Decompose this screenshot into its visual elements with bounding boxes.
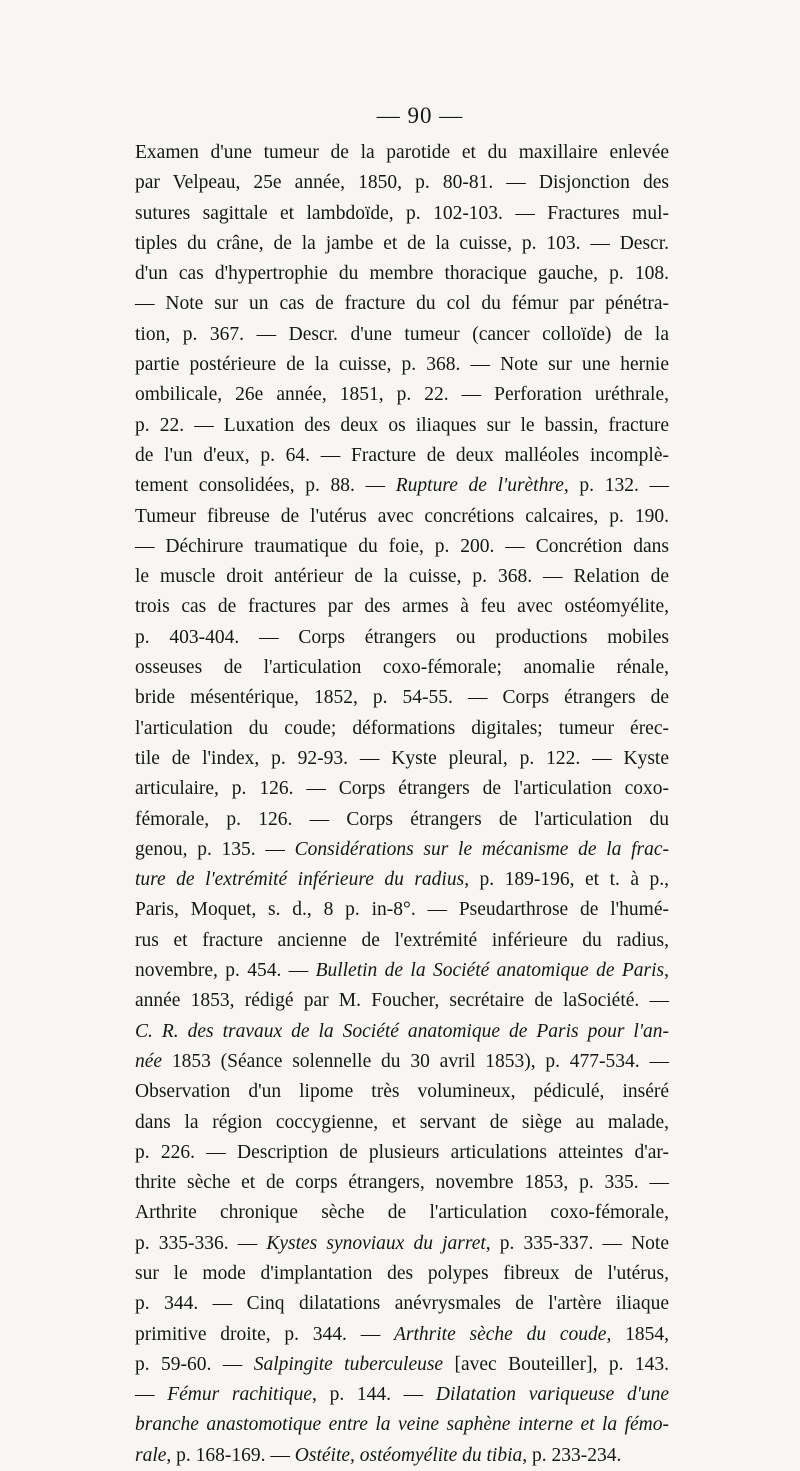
text-line [135, 1259, 669, 1289]
italic-title-text: Arthrite sèche du coude [394, 1323, 607, 1345]
text-segment: ombilicale, 26e année, 1851, p. 22. — Perforation uréthrale, [135, 384, 669, 406]
text-line [135, 320, 669, 350]
text-line [135, 653, 669, 683]
text-segment: dans la région coccygienne, et servant de siège au malade, [135, 1111, 669, 1133]
text-line [135, 623, 669, 653]
text-line [135, 1441, 669, 1471]
text-line [135, 380, 669, 410]
text-line [135, 1168, 669, 1198]
text-line [135, 895, 669, 925]
text-line [135, 562, 669, 592]
text-segment: tement consolidées, p. 88. — [135, 475, 396, 497]
text-line [135, 1410, 669, 1440]
text-segment: [avec Bouteiller], p. 143. [443, 1353, 669, 1375]
text-segment: osseuses de l'articulation coxo-fémorale; anomalie rénale, [135, 657, 669, 679]
text-line [135, 774, 669, 804]
body-text [135, 138, 669, 1471]
text-line [135, 199, 669, 229]
text-segment: , p. 189-196, et t. à p., [464, 869, 669, 891]
text-line [135, 835, 669, 865]
text-segment: primitive droite, p. 344. — [135, 1323, 394, 1345]
text-segment: genou, p. 135. — [135, 838, 295, 860]
text-segment: p. 344. — Cinq dilatations anévrysmales de l'artère iliaque [135, 1293, 669, 1315]
text-segment: 1853 (Séance solennelle du 30 avril 1853), p. 477-534. — [162, 1050, 669, 1072]
text-line [135, 805, 669, 835]
text-segment: Observation d'un lipome très volumineux, pédiculé, inséré [135, 1081, 669, 1103]
text-line [135, 926, 669, 956]
text-line [135, 138, 669, 168]
text-segment: Arthrite chronique sèche de l'articulation coxo-fémorale, [135, 1202, 669, 1224]
text-line [135, 1320, 669, 1350]
text-line [135, 986, 669, 1016]
text-segment: sutures sagittale et lambdoïde, p. 102-103. — Fractures mul- [135, 202, 669, 224]
text-segment: , p. 168-169. — [166, 1444, 295, 1466]
italic-title-text: ture de l'extrémité inférieure du radius [135, 869, 465, 891]
text-segment: tion, p. 367. — Descr. d'une tumeur (cancer colloïde) de la [135, 323, 669, 345]
text-segment: , p. 144. — [312, 1384, 436, 1406]
text-line [135, 1047, 669, 1077]
page-number: — 90 — [376, 103, 464, 128]
text-line [135, 229, 669, 259]
text-line [135, 683, 669, 713]
text-segment: Tumeur fibreuse de l'utérus avec concrétions calcaires, p. 190. [135, 505, 669, 527]
text-line [135, 714, 669, 744]
text-segment: p. 335-336. — [135, 1232, 267, 1254]
text-segment: , p. 233-234. [522, 1444, 622, 1466]
text-segment: d'un cas d'hypertrophie du membre thoracique gauche, p. 108. [135, 263, 669, 285]
text-line [135, 289, 669, 319]
text-segment: p. 22. — Luxation des deux os iliaques sur le bassin, fracture [135, 414, 669, 436]
text-segment: sur le mode d'implantation des polypes fibreux de l'utérus, [135, 1262, 669, 1284]
text-segment: bride mésentérique, 1852, p. 54-55. — Corps étrangers de [135, 687, 669, 709]
italic-title-text: née [135, 1050, 163, 1072]
text-segment: le muscle droit antérieur de la cuisse, p. 368. — Relation de [135, 566, 669, 588]
italic-title-text: Considérations sur le mécanisme de la frac- [294, 838, 670, 860]
text-line [135, 411, 669, 441]
text-segment: partie postérieure de la cuisse, p. 368. — Note sur une hernie [135, 354, 669, 376]
text-line [135, 1198, 669, 1228]
text-segment: articulaire, p. 126. — Corps étrangers de l'articulation coxo- [135, 778, 669, 800]
text-segment: Examen d'une tumeur de la parotide et du maxillaire enlevée [135, 142, 669, 163]
italic-title-text: Kystes synoviaux du jarret [266, 1232, 486, 1254]
text-line [135, 350, 669, 380]
text-line [135, 1289, 669, 1319]
text-line [135, 1017, 669, 1047]
text-line [135, 592, 669, 622]
text-segment: année 1853, rédigé par M. Foucher, secrétaire de laSociété. — [135, 990, 669, 1012]
italic-title-text: Rupture de l'urèthre [395, 475, 564, 497]
text-line [135, 471, 669, 501]
italic-title-text: Fémur rachitique [167, 1384, 313, 1406]
text-segment: rus et fracture ancienne de l'extrémité inférieure du radius, [135, 929, 669, 951]
text-segment: — Déchirure traumatique du foie, p. 200. — Concrétion dans [135, 535, 669, 557]
text-segment: , 1854, [606, 1323, 669, 1345]
text-segment: l'articulation du coude; déformations digitales; tumeur érec- [135, 717, 669, 739]
italic-title-text: Dilatation variqueuse d'une [435, 1384, 670, 1406]
text-segment: trois cas de fractures par des armes à feu avec ostéomyélite, [135, 596, 669, 618]
text-line [135, 865, 669, 895]
text-line [135, 441, 669, 471]
text-segment: Paris, Moquet, s. d., 8 p. in-8°. — Pseudarthrose de l'humé- [135, 899, 669, 921]
text-segment: p. 226. — Description de plusieurs articulations atteintes d'ar- [135, 1141, 669, 1163]
text-segment: — [135, 1384, 168, 1406]
text-line [135, 956, 669, 986]
text-line [135, 168, 669, 198]
italic-title-text: C. R. des travaux de la Société anatomique de Paris pour l'an- [135, 1020, 669, 1042]
text-line [135, 1350, 669, 1380]
text-line [135, 1138, 669, 1168]
text-segment: novembre, p. 454. — [135, 960, 316, 982]
text-segment: de l'un d'eux, p. 64. — Fracture de deux malléoles incomplè- [135, 444, 669, 466]
text-line [135, 259, 669, 289]
text-line [135, 1108, 669, 1138]
text-line [135, 744, 669, 774]
text-segment: , [664, 960, 669, 982]
italic-title-text: Ostéite, ostéomyélite du tibia [294, 1444, 523, 1466]
text-segment: par Velpeau, 25e année, 1850, p. 80-81. — Disjonction des [135, 172, 669, 194]
text-segment: thrite sèche et de corps étrangers, novembre 1853, p. 335. — [135, 1172, 669, 1194]
italic-title-text: Salpingite tuberculeuse [253, 1353, 444, 1375]
text-line [135, 502, 669, 532]
text-segment: p. 403-404. — Corps étrangers ou productions mobiles [135, 626, 669, 648]
text-line [135, 532, 669, 562]
text-line [135, 1229, 669, 1259]
text-segment: tile de l'index, p. 92-93. — Kyste pleural, p. 122. — Kyste [135, 747, 669, 769]
text-segment: , p. 132. — [563, 475, 670, 497]
italic-title-text: branche anastomotique entre la veine saphène interne et la fémo- [135, 1414, 669, 1436]
text-line [135, 1077, 669, 1107]
text-segment: p. 59-60. — [135, 1353, 254, 1375]
text-segment: fémorale, p. 126. — Corps étrangers de l'articulation du [135, 808, 669, 830]
italic-title-text: rale [135, 1444, 167, 1466]
text-segment: tiples du crâne, de la jambe et de la cuisse, p. 103. — Descr. [135, 232, 669, 254]
text-line [135, 1380, 669, 1410]
text-segment: — Note sur un cas de fracture du col du fémur par pénétra- [135, 293, 669, 315]
italic-title-text: Bulletin de la Société anatomique de Paris [315, 960, 665, 982]
text-segment: , p. 335-337. — Note [485, 1232, 669, 1254]
